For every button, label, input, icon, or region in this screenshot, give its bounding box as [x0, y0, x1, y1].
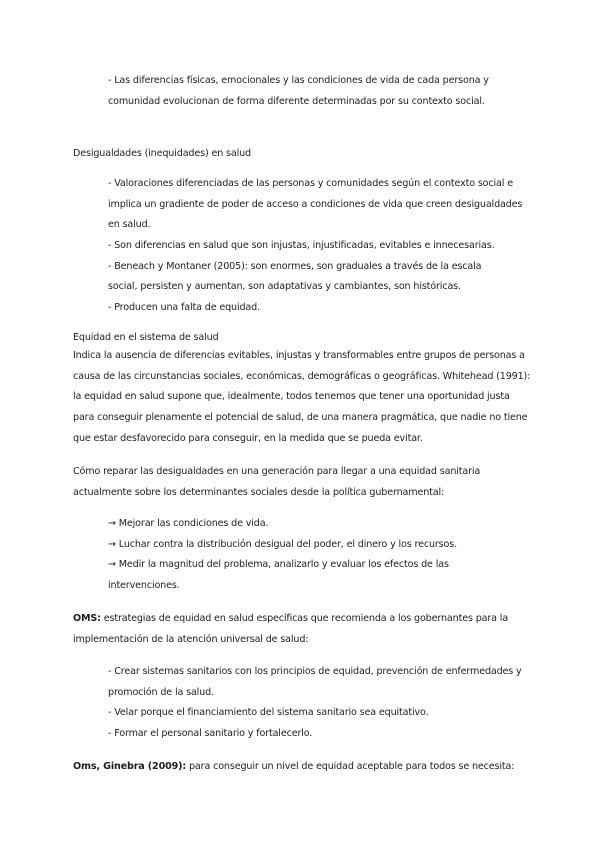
paragraph-line	[73, 613, 508, 625]
list-item: → Mejorar las condiciones de vida.	[108, 518, 269, 529]
paragraph-line: para conseguir plenamente el potencial de salud, de una manera pragmática, que nadie no tiene	[73, 412, 528, 423]
list-item: social, persisten y aumentan, son adaptativas y cambiantes, son históricas.	[108, 281, 461, 292]
list-item: - Beneach y Montaner (2005): son enormes, son graduales a través de la escala	[108, 261, 482, 272]
paragraph-line: comunidad evolucionan de forma diferente determinadas por su contexto social.	[108, 96, 485, 107]
list-item: - Crear sistemas sanitarios con los principios de equidad, prevención de enfermedades y	[108, 666, 522, 677]
paragraph-line: causa de las circunstancias sociales, económicas, demográficas o geográficas. Whitehead (1991):	[73, 371, 531, 382]
list-item: promoción de la salud.	[108, 687, 214, 698]
list-item: - Formar el personal sanitario y fortalecerlo.	[108, 728, 313, 739]
oms-label: OMS:	[73, 613, 101, 624]
list-item: → Medir la magnitud del problema, analizarlo y evaluar los efectos de las	[108, 559, 449, 570]
list-item: en salud.	[108, 219, 151, 230]
list-item: intervenciones.	[108, 580, 180, 591]
list-item: → Luchar contra la distribución desigual del poder, el dinero y los recursos.	[108, 539, 458, 550]
list-item: - Velar porque el financiamiento del sistema sanitario sea equitativo.	[108, 707, 429, 718]
paragraph-line: actualmente sobre los determinantes sociales desde la política gubernamental:	[73, 487, 445, 498]
ginebra-text: para conseguir un nivel de equidad aceptable para todos se necesita:	[186, 761, 515, 772]
paragraph-line: la equidad en salud supone que, idealmente, todos tenemos que tener una oportunidad justa	[73, 391, 510, 402]
paragraph-line: implementación de la atención universal de salud:	[73, 634, 309, 645]
paragraph-line	[73, 761, 514, 773]
paragraph-line: que estar desfavorecido para conseguir, en la medida que se pueda evitar.	[73, 433, 423, 444]
list-item: - Producen una falta de equidad.	[108, 302, 260, 313]
paragraph-line: - Las diferencias físicas, emocionales y las condiciones de vida de cada persona y	[108, 75, 489, 86]
paragraph-line: Indica la ausencia de diferencias evitables, injustas y transformables entre grupos de personas a	[73, 350, 525, 361]
oms-text: estrategias de equidad en salud específicas que recomienda a los gobernantes para la	[100, 613, 509, 624]
section-heading: Equidad en el sistema de salud	[73, 332, 219, 343]
list-item: implica un gradiente de poder de acceso a condiciones de vida que creen desigualdades	[108, 199, 523, 210]
ginebra-label: Oms, Ginebra (2009):	[73, 761, 187, 772]
list-item: - Son diferencias en salud que son injustas, injustificadas, evitables e innecesarias.	[108, 240, 495, 251]
list-item: - Valoraciones diferenciadas de las personas y comunidades según el contexto social e	[108, 178, 513, 189]
section-heading: Desigualdades (inequidades) en salud	[73, 148, 252, 159]
paragraph-line: Cómo reparar las desigualdades en una generación para llegar a una equidad sanitaria	[73, 466, 481, 477]
